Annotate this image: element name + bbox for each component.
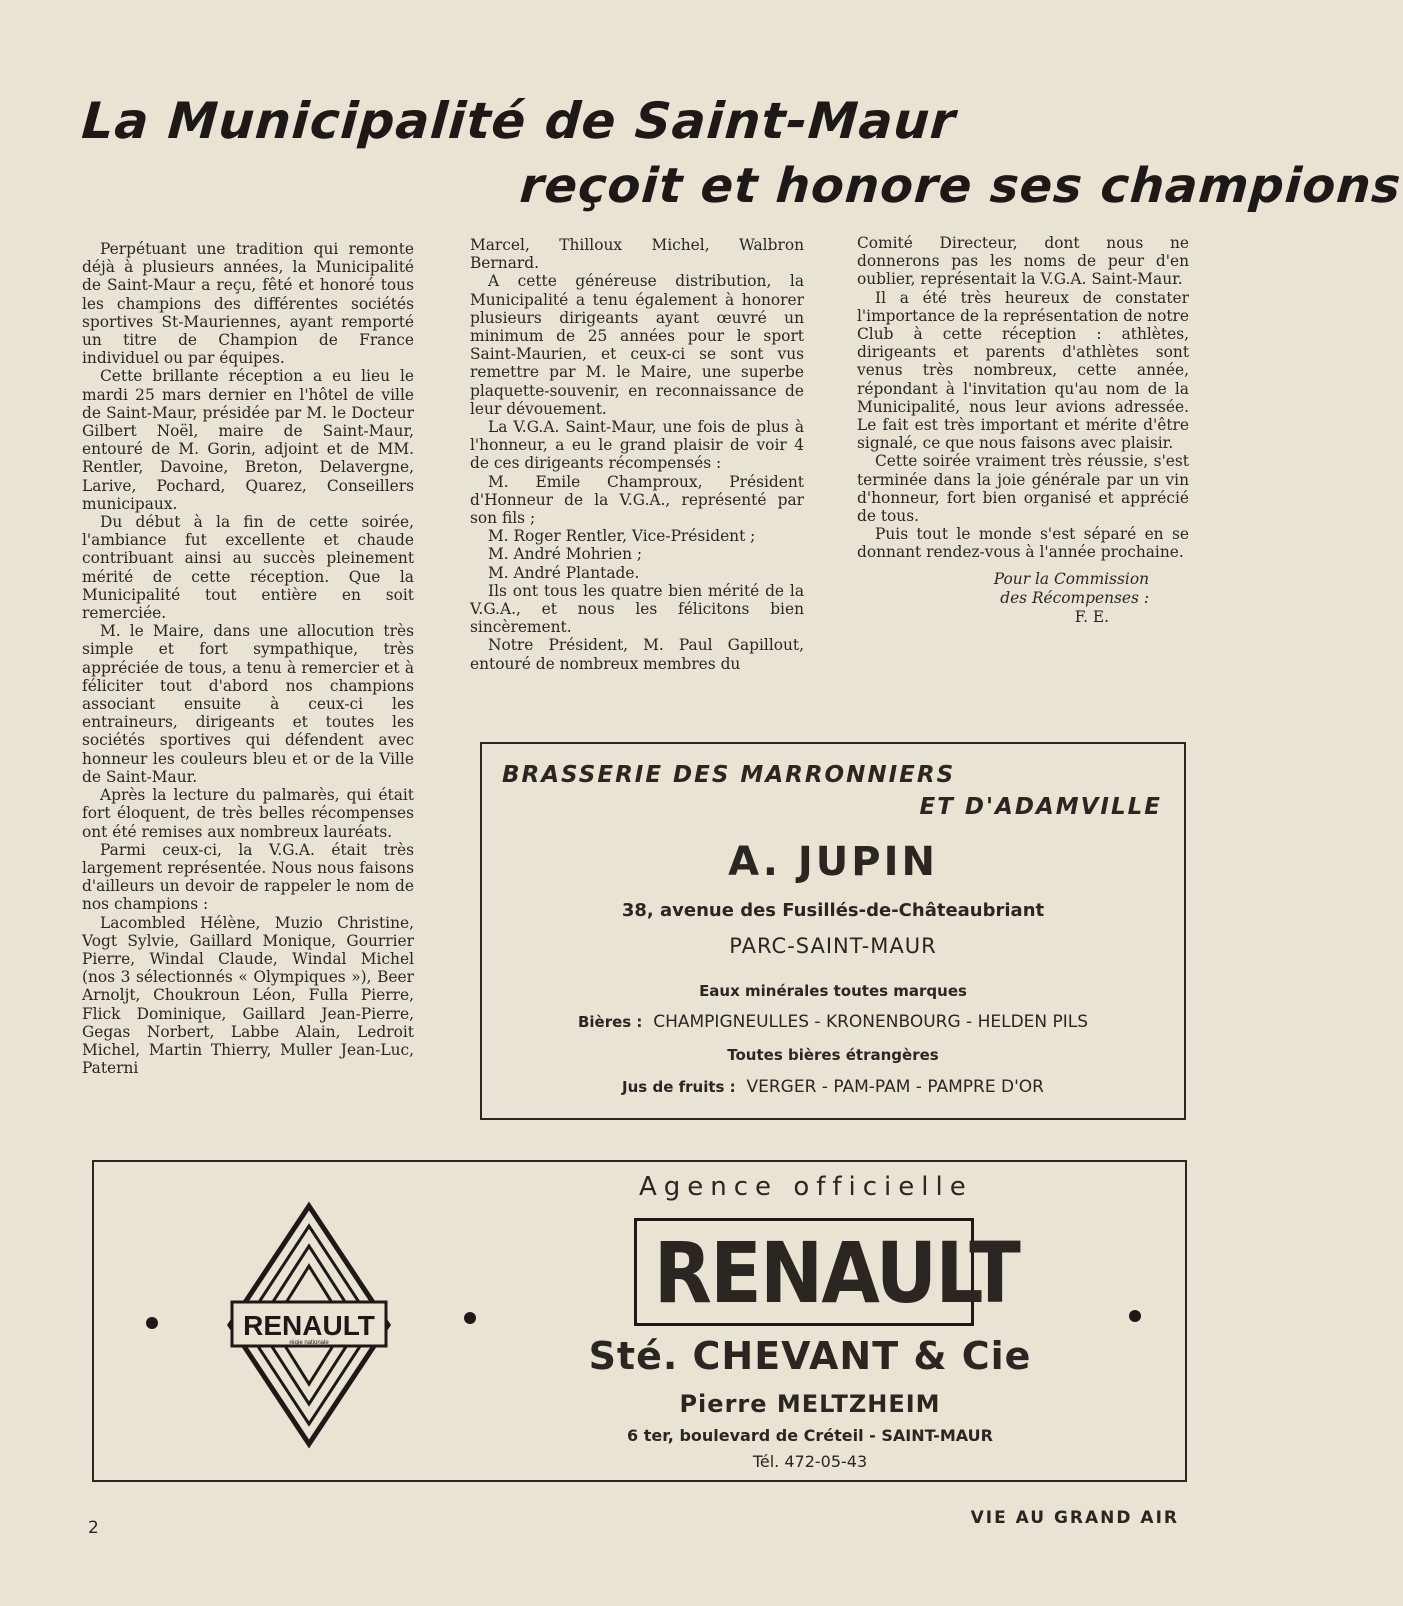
brasserie-advertisement (480, 742, 1186, 1120)
renault-advertisement (92, 1160, 1187, 1482)
paragraph: Notre Président, M. Paul Gapillout, entouré de nombreux membres du (470, 636, 804, 673)
paragraph: M. le Maire, dans une allocution très simple et fort sympathique, très appréciée de tous, a tenu à remercier et à féliciter tout d'abord nos champions associant ensuite à ceux-ci les entraineurs, dirigeants et toutes les sociétés sportives qui défendent avec honneur les couleurs bleu et or de la Ville de Saint-Maur. (82, 622, 414, 786)
headline-line1: La Municipalité de Saint-Maur (79, 92, 958, 150)
jus-list: VERGER - PAM-PAM - PAMPRE D'OR (746, 1077, 1044, 1097)
bieres-label: Bières : (577, 1013, 643, 1031)
signature-initials: F. E. (1074, 607, 1109, 626)
brasserie-title-line2: ET D'ADAMVILLE (919, 794, 1162, 820)
signature (857, 570, 1189, 627)
paragraph: M. André Mohrien ; (488, 545, 643, 564)
paragraph: M. Roger Rentler, Vice-Président ; (488, 527, 756, 546)
paragraph: La V.G.A. Saint-Maur, une fois de plus à l'honneur, a eu le grand plaisir de voir 4 de ces dirigeants récompensés : (470, 418, 804, 473)
decorative-dot (1129, 1310, 1141, 1322)
brasserie-toutes: Toutes bières étrangères (727, 1046, 939, 1064)
paragraph: Il a été très heureux de constater l'importance de la représentation de notre Club à cette réception : athlètes, dirigeants et parents d'athlètes sont venus très nombreux, cette année, répondant à l'invitation qu'au nom de la Municipalité, nous leur avions adressée. Le fait est très important et mérite d'être signalé, ce que nous faisons avec plaisir. (857, 288, 1189, 453)
renault-diamond-logo (226, 1202, 392, 1448)
article-column-3 (857, 234, 1189, 627)
paragraph: Du début à la fin de cette soirée, l'ambiance fut excellente et chaude contribuant ainsi au succès pleinement mérité de cette réception. Que la Municipalité tout entière en soit remerciée. (82, 513, 414, 623)
paragraph: Cette brillante réception a eu lieu le mardi 25 mars dernier en l'hôtel de ville de Saint-Maur, présidée par M. le Docteur Gilbert Noël, maire de Saint-Maur, entouré de M. Gorin, adjoint et de MM. Rentler, Davoine, Breton, Delavergne, Larive, Pochard, Quarez, Conseillers municipaux. (82, 367, 414, 513)
paragraph: Puis tout le monde s'est séparé en se donnant rendez-vous à l'année prochaine. (857, 525, 1189, 562)
article-column-1 (82, 240, 414, 1077)
article-column-2 (470, 236, 804, 673)
paragraph: M. Emile Champroux, Président d'Honneur de la V.G.A., représenté par son fils ; (470, 472, 804, 528)
renault-company: Sté. CHEVANT & Cie (588, 1334, 1032, 1378)
logo-text: RENAULT (243, 1310, 375, 1341)
paragraph: Ils ont tous les quatre bien mérité de la V.G.A., et nous les félicitons bien sincèrement. (470, 581, 804, 637)
renault-tel: Tél. 472-05-43 (752, 1452, 868, 1471)
paragraph: M. André Plantade. (488, 563, 640, 582)
paragraph: Perpétuant une tradition qui remonte déjà à plusieurs années, la Municipalité de Saint-Maur a reçu, fêté et honoré tous les champions des différentes sociétés sportives St-Mauriennes, ayant remporté un titre de Champion de France individuel ou par équipes. (82, 240, 414, 368)
brasserie-bieres (482, 1012, 1184, 1032)
magazine-name: VIE AU GRAND AIR (970, 1508, 1179, 1528)
paragraph: Marcel, Thilloux Michel, Walbron Bernard. (470, 236, 804, 273)
decorative-dot (464, 1312, 476, 1324)
logo-subtext: régie nationale (289, 1340, 329, 1346)
paragraph: Cette soirée vraiment très réussie, s'est terminée dans la joie générale par un vin d'honneur, fort bien organisé et apprécié de tous. (857, 452, 1189, 526)
paragraph: Après la lecture du palmarès, qui était fort éloquent, de très belles récompenses ont été remises aux nombreux lauréats. (82, 786, 414, 841)
renault-person: Pierre MELTZHEIM (679, 1390, 941, 1418)
bieres-list: CHAMPIGNEULLES - KRONENBOURG - HELDEN PILS (653, 1012, 1089, 1032)
brasserie-owner: A. JUPIN (728, 839, 938, 885)
signature-line2: des Récompenses : (1000, 588, 1149, 607)
renault-address: 6 ter, boulevard de Créteil - SAINT-MAUR (627, 1426, 993, 1445)
page-number: 2 (88, 1518, 99, 1538)
decorative-dot (146, 1317, 158, 1329)
renault-brand-box (634, 1218, 1020, 1326)
renault-brand: RENAULT (653, 1224, 1020, 1322)
brasserie-eaux: Eaux minérales toutes marques (699, 982, 967, 1000)
paragraph: A cette généreuse distribution, la Municipalité a tenu également à honorer plusieurs dirigeants ayant œuvré un minimum de 25 années pour le sport Saint-Maurien, et ceux-ci se sont vus remettre par M. le Maire, une superbe plaquette-souvenir, en reconnaissance de leur dévouement. (470, 272, 804, 418)
brasserie-city: PARC-SAINT-MAUR (729, 934, 937, 958)
renault-agence: Agence officielle (639, 1172, 973, 1202)
paragraph: Lacombled Hélène, Muzio Christine, Vogt Sylvie, Gaillard Monique, Gourrier Pierre, Windal Claude, Windal Michel (nos 3 sélectionnés « Olympiques »), Beer Arnoljt, Choukroun Léon, Fulla Pierre, Flick Dominique, Gaillard Jean-Pierre, Gegas Norbert, Labbe Alain, Ledroit Michel, Martin Thierry, Muller Jean-Luc, Paterni (82, 913, 414, 1078)
signature-line1: Pour la Commission (993, 569, 1149, 588)
brasserie-jus (482, 1077, 1184, 1097)
brasserie-title-line1: BRASSERIE DES MARRONNIERS (502, 762, 956, 788)
headline-line2: reçoit et honore ses champions (518, 158, 1403, 214)
brasserie-address: 38, avenue des Fusillés-de-Châteaubriant (621, 900, 1045, 921)
paragraph: Parmi ceux-ci, la V.G.A. était très largement représentée. Nous nous faisons d'ailleurs un devoir de rappeler le nom de nos champions : (82, 840, 414, 914)
paragraph: Comité Directeur, dont nous ne donnerons pas les noms de peur d'en oublier, représentait la V.G.A. Saint-Maur. (857, 234, 1189, 289)
jus-label: Jus de fruits : (622, 1078, 736, 1096)
